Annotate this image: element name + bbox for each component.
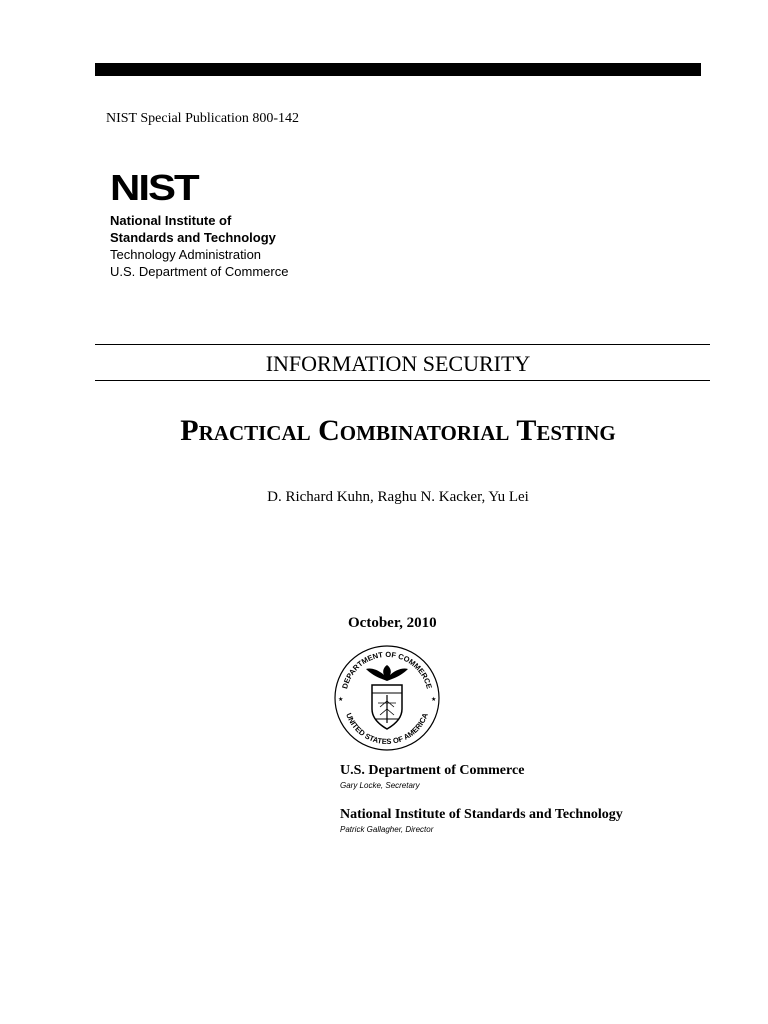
authors: D. Richard Kuhn, Raghu N. Kacker, Yu Lei (267, 489, 529, 505)
section-heading: INFORMATION SECURITY (265, 351, 531, 376)
publication-date: October, 2010 (348, 615, 437, 631)
department-name: U.S. Department of Commerce (340, 763, 525, 778)
logo-line-3: Technology Administration (110, 247, 262, 262)
institute-name: National Institute of Standards and Technology (340, 807, 623, 822)
nist-logo (110, 167, 289, 280)
nist-logo-mark: NIST (110, 167, 198, 208)
eagle-icon (366, 665, 408, 681)
document-title: Practical Combinatorial Testing (180, 414, 616, 447)
institute-director: Patrick Gallagher, Director (340, 825, 434, 834)
seal-bottom-text: UNITED STATES OF AMERICA (344, 711, 430, 747)
publication-number: NIST Special Publication 800-142 (106, 111, 299, 126)
logo-line-2: Standards and Technology (110, 230, 276, 245)
seal-star-left: ★ (338, 697, 344, 703)
department-of-commerce-seal (332, 643, 442, 753)
department-secretary: Gary Locke, Secretary (340, 781, 420, 790)
top-rule-bar (95, 63, 701, 76)
logo-line-4: U.S. Department of Commerce (110, 264, 289, 279)
logo-line-1: National Institute of (110, 213, 232, 228)
seal-star-right: ★ (431, 697, 437, 703)
shield-icon (372, 685, 402, 729)
section-rule-bottom (95, 380, 710, 381)
section-rule-top (95, 344, 710, 345)
seal-top-text: DEPARTMENT OF COMMERCE (340, 649, 434, 690)
